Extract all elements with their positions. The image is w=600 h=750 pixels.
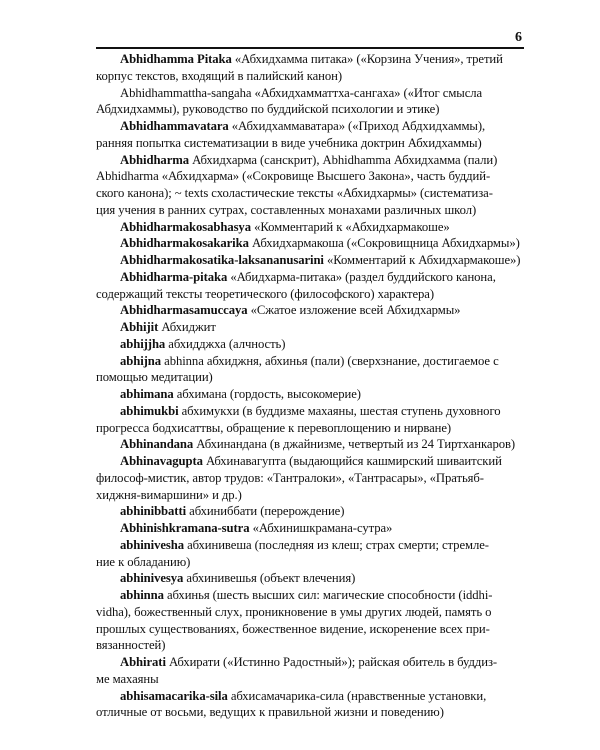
entry-text-line: абхинивеша (последняя из клеш; страх смерти; стремле- (187, 537, 489, 552)
entry-term: Abhinishkramana-sutra (120, 521, 250, 535)
entry-text-line: vidha), божественный слух, проникновение в умы других людей, память о (96, 604, 492, 619)
entry-text-line: Абхирати («Истинно Радостный»); райская обитель в буддиз- (168, 655, 498, 669)
entry-text-line: абхимана (гордость, высокомерие) (176, 387, 361, 401)
dictionary-entry (96, 269, 524, 303)
dictionary-entry (96, 436, 524, 453)
entry-text-line: «Комментарий к Абхидхармакоше») (326, 253, 521, 267)
entry-text-line: абхиниббати (перерождение) (189, 504, 345, 519)
entry-text-line: Абхидхарма (санскрит), Abhidhamma Абхидхамма (пали) (192, 152, 498, 167)
entry-text-line: ского канона); ~ texts схоластические тексты «Абхидхармы» (систематиза- (96, 186, 493, 200)
entry-text-line: ние к обладанию) (96, 554, 191, 569)
entry-term: abhinivesha (120, 537, 184, 552)
entry-term: abhimukbi (120, 403, 179, 418)
dictionary-entry (96, 537, 524, 571)
entry-text-line: Абхиджит (161, 320, 216, 334)
dictionary-entry (96, 403, 524, 437)
dictionary-entry (96, 688, 524, 722)
entry-text-line: содержащий тексты теоретического (философского) характера) (96, 286, 434, 301)
entry-text-line: Абхинандана (в джайнизме, четвертый из 24 Тиртханкаров) (196, 437, 516, 452)
entry-text-line: «Комментарий к «Абхидхармакоше» (254, 219, 450, 234)
entry-text-line: абхидджха (алчность) (168, 336, 286, 351)
entry-text-line: абхинья (шесть высших сил: магические способности (iddhi- (166, 588, 493, 602)
entry-text-line: прогресса бодхисаттвы, обращение к перевоплощению и нирване) (96, 420, 452, 435)
entry-term: Abhidharmasamuccaya (120, 303, 248, 318)
dictionary-entry (96, 118, 524, 152)
entry-text-line: ранняя попытка систематизации в виде учебника доктрин Абхидхаммы) (96, 135, 482, 150)
entry-text-line: ция учения в ранних сутрах, составленных монахами различных школ) (96, 202, 477, 217)
entry-term: Abhidharmakosatika-laksananusarini (120, 253, 324, 267)
entry-term: Abhijit (120, 320, 159, 334)
entry-term: Abhidharmakosakarika (120, 236, 249, 251)
dictionary-entry (96, 453, 524, 503)
dictionary-entry (96, 302, 524, 319)
entry-text-line: «Абидхарма-питака» (раздел буддийского канона, (230, 269, 496, 284)
dictionary-entry (96, 353, 524, 387)
entry-term: Abhidharmakosabhasya (120, 219, 251, 234)
entry-term: abhijjha (120, 336, 166, 351)
entry-text-line: «Абхидхамматтха-сангаха» («Итог смысла (254, 85, 483, 100)
entry-term: Abhirati (120, 655, 166, 669)
entry-text-line: «Сжатое изложение всей Абхидхармы» (250, 303, 461, 318)
entry-term: abhinna (120, 588, 164, 602)
entry-text-line: прошлых существованиях, божественное видение, искоренение всех при- (96, 621, 490, 636)
entry-text-line: «Абхинишкрамана-сутра» (252, 521, 393, 535)
entry-list (96, 51, 524, 721)
entry-term: abhimana (120, 387, 174, 401)
dictionary-entry (96, 85, 524, 119)
entry-text-line: Абхидхармакоша («Сокровищница Абхидхармы») (251, 236, 520, 251)
dictionary-entry (96, 235, 524, 252)
entry-term: abhinivesya (120, 571, 184, 586)
dictionary-entry (96, 152, 524, 219)
entry-term: abhinibbatti (120, 504, 187, 519)
page-number: 6 (515, 30, 522, 45)
entry-term: Abhinavagupta (120, 454, 203, 468)
entry-term: Abhidhammavatara (120, 119, 229, 133)
dictionary-entry (96, 386, 524, 403)
entry-text-line: «Абхидхамма питака» («Корзина Учения», третий (234, 52, 503, 66)
entry-term: Abhidhammattha-sangaha (120, 85, 252, 100)
entry-term: Abhidharma-pitaka (120, 269, 228, 284)
dictionary-entry (96, 654, 524, 688)
entry-text-line: «Абхидхаммаватара» («Приход Абдхидхаммы), (231, 119, 486, 133)
entry-text-line: вязанностей) (96, 638, 166, 653)
entry-text-line: Абдхидхаммы), руководство по буддийской психологии и этике) (96, 102, 440, 117)
dictionary-entry (96, 336, 524, 353)
dictionary-entry (96, 570, 524, 587)
entry-text-line: философ-мистик, автор трудов: «Тантралоки», «Тантрасары», «Пратьяб- (96, 470, 484, 485)
entry-term: Abhidhamma Pitaka (120, 52, 232, 66)
dictionary-entry (96, 520, 524, 537)
dictionary-entry (96, 319, 524, 336)
dictionary-entry (96, 219, 524, 236)
entry-text-line: хиджня-вимаршини» и др.) (96, 487, 242, 502)
entry-text-line: абхинивешья (объект влечения) (186, 571, 356, 586)
header-rule (96, 47, 524, 49)
entry-term: Abhinandana (120, 437, 194, 452)
dictionary-entry (96, 51, 524, 85)
entry-text-line: абхисамачарика-сила (нравственные установки, (230, 688, 487, 703)
entry-term: Abhidharma (120, 152, 189, 167)
entry-text-line: ме махаяны (96, 671, 159, 686)
dictionary-entry (96, 503, 524, 520)
entry-term: abhijna (120, 353, 162, 368)
entry-text-line: abhinna абхиджня, абхинья (пали) (сверхзнание, достигаемое с (164, 353, 499, 368)
entry-text-line: помощью медитации) (96, 370, 213, 385)
dictionary-entry (96, 587, 524, 654)
dictionary-entry (96, 252, 524, 269)
entry-text-line: абхимукхи (в буддизме махаяны, шестая ступень духовного (181, 403, 501, 418)
entry-term: abhisamacarika-sila (120, 688, 228, 703)
entry-text-line: Абхинавагупта (выдающийся кашмирский шиваитский (205, 454, 502, 468)
entry-text-line: Abhidharma «Абхидхарма» («Сокровище Высшего Закона», часть буддий- (96, 169, 491, 184)
entry-text-line: отличные от восьми, ведущих к правильной жизни и поведению) (96, 705, 444, 720)
entry-text-line: корпус текстов, входящий в палийский канон) (96, 68, 342, 83)
